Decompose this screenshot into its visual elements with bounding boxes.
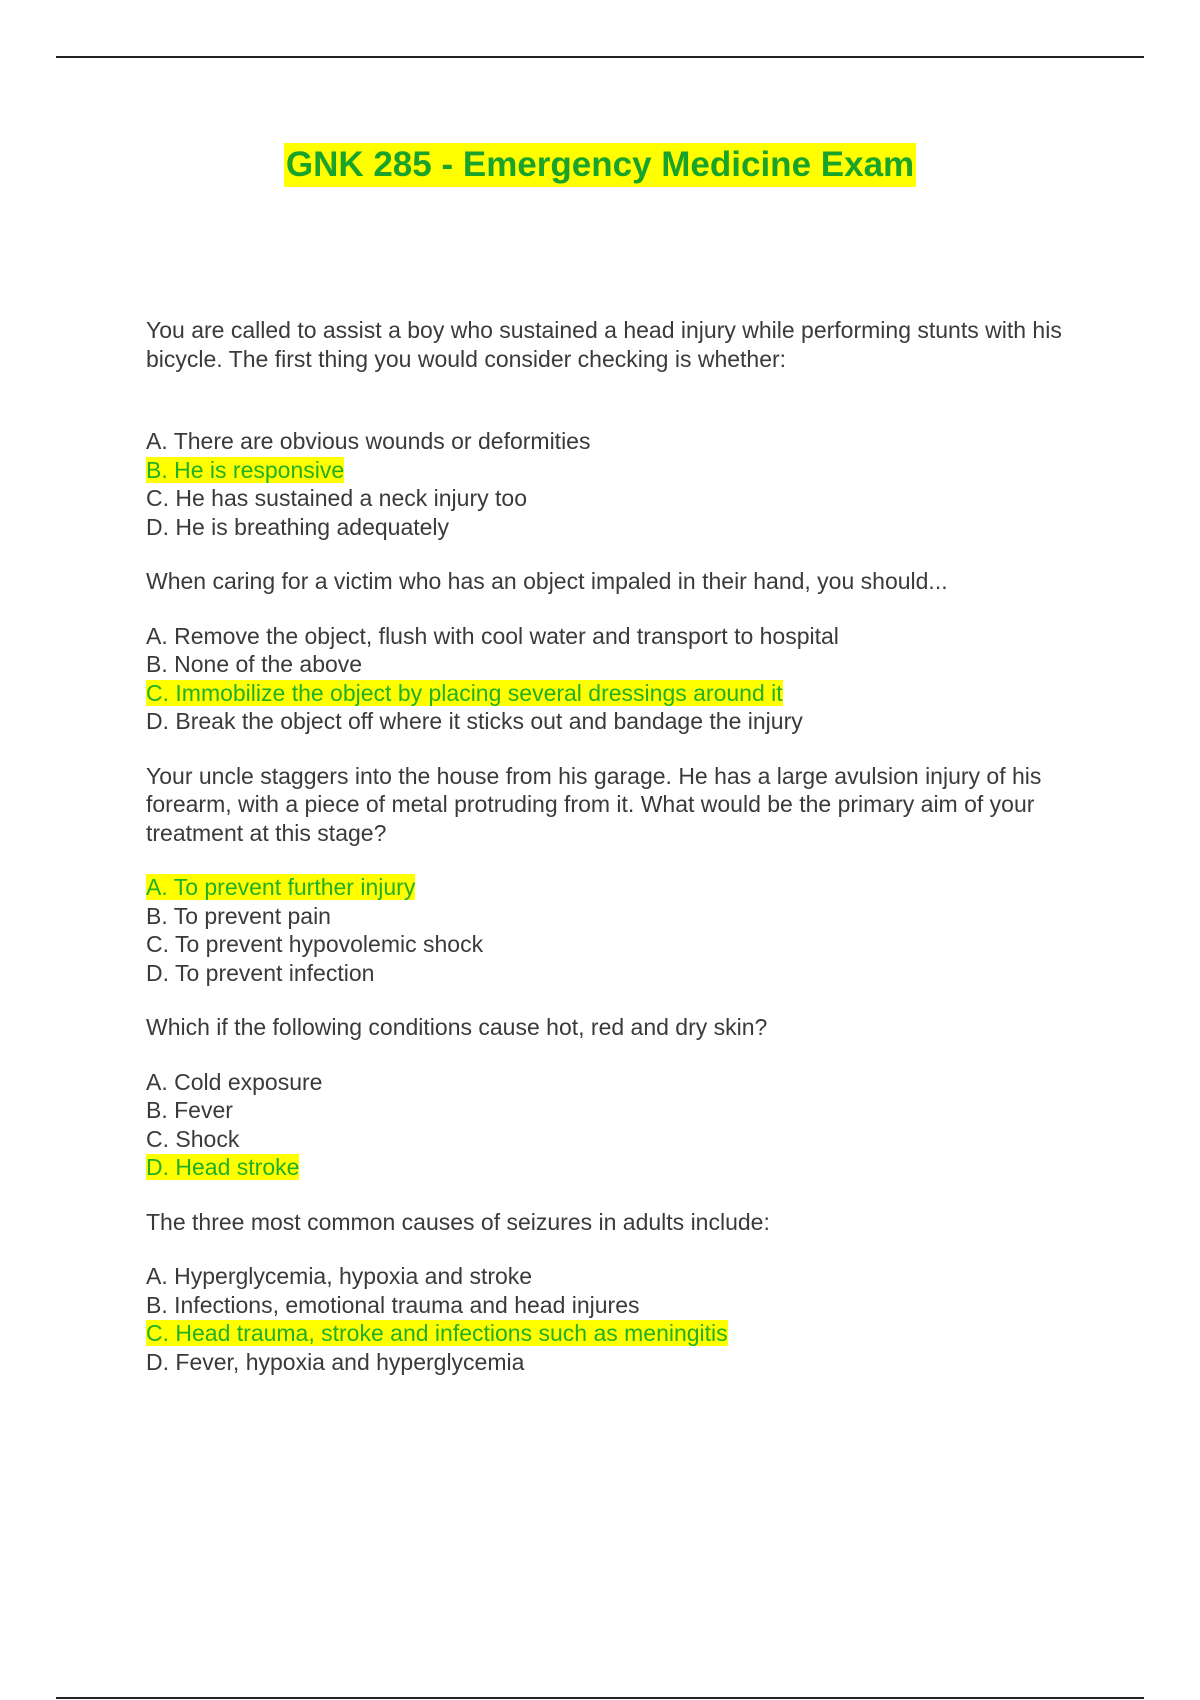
option-item [146, 456, 1106, 485]
question-text: Which if the following conditions cause hot, red and dry skin? [146, 1014, 768, 1040]
option-item [146, 513, 1106, 542]
option-a: A. Hyperglycemia, hypoxia and stroke [146, 1263, 533, 1289]
option-item [146, 427, 1106, 456]
option-d: D. Fever, hypoxia and hyperglycemia [146, 1348, 525, 1375]
option-b-highlighted-answer: B. He is responsive [146, 456, 345, 483]
option-item [146, 650, 1106, 679]
option-item [146, 1291, 1106, 1320]
question-block [146, 762, 1106, 988]
option-list [146, 1262, 1106, 1376]
option-list [146, 1068, 1106, 1182]
option-c: C. He has sustained a neck injury too [146, 485, 527, 511]
option-item [146, 1125, 1106, 1154]
option-c: C. To prevent hypovolemic shock [146, 931, 484, 957]
question-block [146, 1208, 1106, 1377]
option-item [146, 1096, 1106, 1125]
option-item [146, 873, 1106, 902]
option-c-highlighted-answer: C. Head trauma, stroke and infections such as meningitis [146, 1320, 728, 1346]
option-d: D. Break the object off where it sticks out and bandage the injury [146, 708, 803, 734]
bottom-rule [56, 1697, 1144, 1699]
option-d-highlighted-answer: D. Head stroke [146, 1154, 300, 1180]
option-item [146, 1262, 1106, 1291]
top-rule [56, 56, 1144, 58]
option-a: A. Cold exposure [146, 1068, 323, 1095]
question-block [146, 1013, 1106, 1182]
option-list [146, 873, 1106, 987]
option-c: C. Shock [146, 1125, 240, 1152]
option-item [146, 707, 1106, 736]
question-block [146, 567, 1106, 736]
option-b: B. To prevent pain [146, 902, 331, 929]
question-text: When caring for a victim who has an object impaled in their hand, you should... [146, 568, 948, 594]
option-item [146, 679, 1106, 708]
option-list [146, 427, 1106, 541]
option-item [146, 1348, 1106, 1377]
option-item [146, 930, 1106, 959]
option-item [146, 1068, 1106, 1097]
option-b: B. None of the above [146, 651, 363, 677]
option-a: A. Remove the object, flush with cool water and transport to hospital [146, 622, 839, 649]
question-text: You are called to assist a boy who sustained a head injury while performing stunts with his bicycle. The first thing you would consider checking is whether: [146, 317, 1062, 372]
option-item [146, 484, 1106, 513]
option-item [146, 1319, 1106, 1348]
option-b: B. Fever [146, 1097, 233, 1123]
option-item [146, 622, 1106, 651]
option-d: D. To prevent infection [146, 959, 375, 986]
option-list [146, 622, 1106, 736]
option-item [146, 959, 1106, 988]
question-text: Your uncle staggers into the house from his garage. He has a large avulsion injury of his forearm, with a piece of metal protruding from it. What would be the primary aim of your treatment at this stage? [146, 762, 1042, 846]
option-c-highlighted-answer: C. Immobilize the object by placing several dressings around it [146, 679, 783, 706]
document-title: GNK 285 - Emergency Medicine Exam [284, 143, 916, 187]
option-b: B. Infections, emotional trauma and head injures [146, 1291, 640, 1318]
title-container [0, 143, 1200, 187]
option-a: A. There are obvious wounds or deformities [146, 428, 591, 454]
question-text: The three most common causes of seizures in adults include: [146, 1208, 770, 1235]
option-item [146, 1153, 1106, 1182]
question-block [146, 316, 1106, 541]
option-d: D. He is breathing adequately [146, 513, 450, 540]
option-a-highlighted-answer: A. To prevent further injury [146, 874, 416, 900]
exam-content [146, 316, 1106, 1402]
option-item [146, 902, 1106, 931]
